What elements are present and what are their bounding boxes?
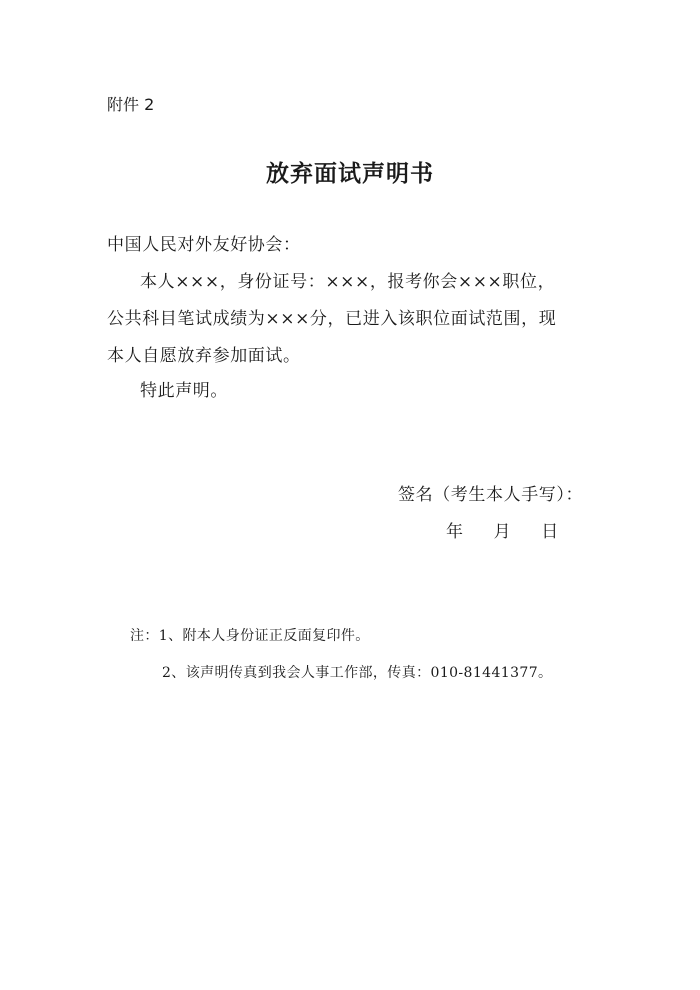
document-title: 放弃面试声明书	[266, 161, 434, 187]
addressee: 中国人民对外友好协会：	[107, 235, 301, 255]
date-day: 日	[541, 522, 559, 542]
closing-statement: 特此声明。	[140, 381, 228, 401]
signature-label: 签名（考生本人手写）：	[398, 485, 584, 505]
declaration-line-2: 公共科目笔试成绩为×××分，已进入该职位面试范围，现	[107, 309, 557, 329]
date-line	[446, 520, 559, 544]
note-item-2: 2、该声明传真到我会人事工作部，传真：010-81441377。	[162, 665, 553, 681]
date-year: 年	[446, 522, 464, 542]
note-item-1: 注：1、附本人身份证正反面复印件。	[130, 628, 370, 644]
date-month: 月	[493, 522, 512, 542]
declaration-line-1: 本人×××，身份证号：×××，报考你会×××职位，	[140, 272, 556, 292]
attachment-label: 附件 2	[107, 95, 155, 114]
declaration-line-3: 本人自愿放弃参加面试。	[107, 346, 301, 366]
